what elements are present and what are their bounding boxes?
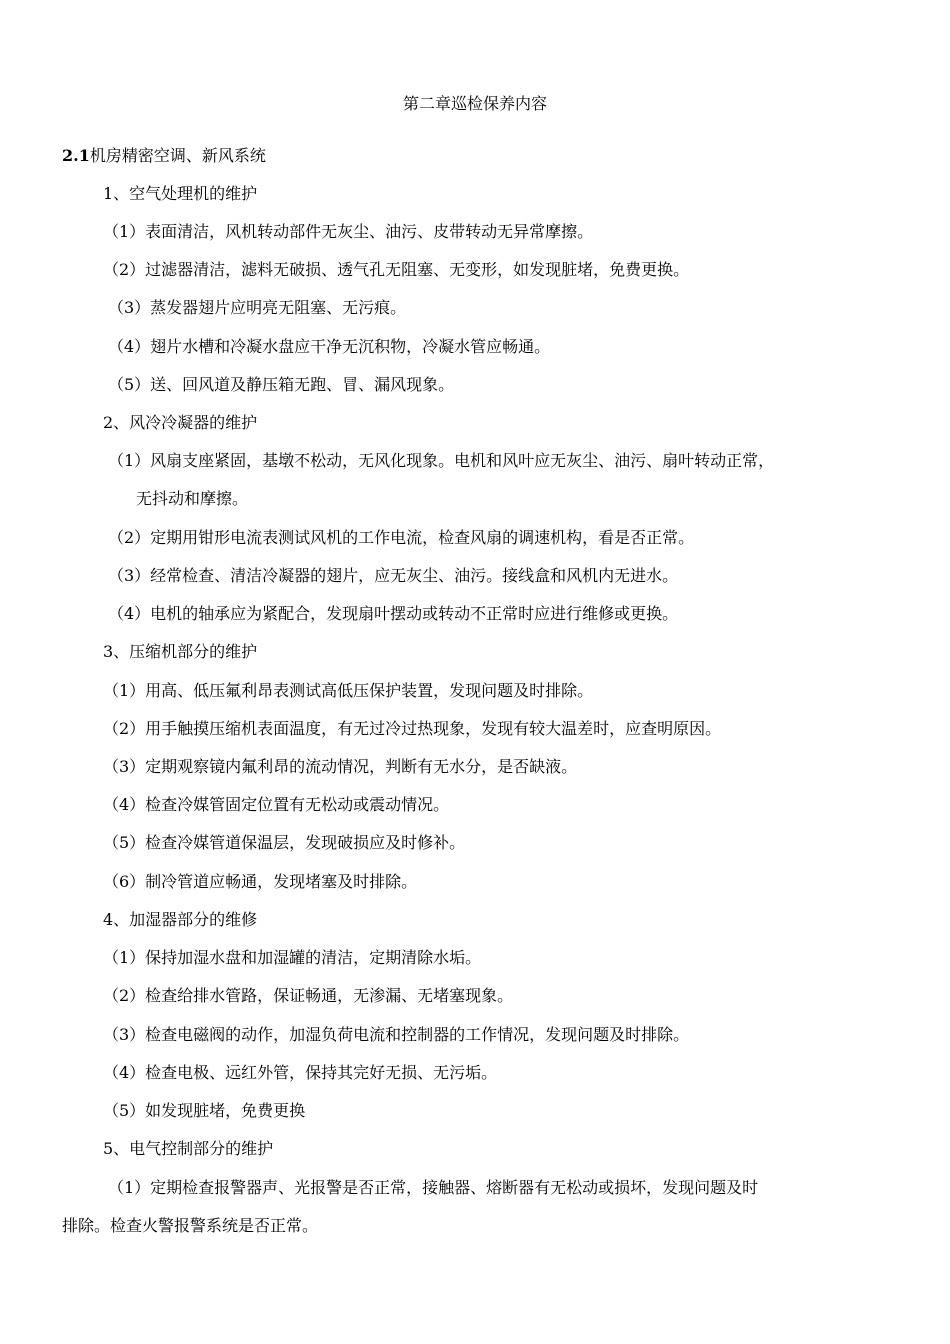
subsection-heading: 1、空气处理机的维护 [103, 184, 258, 203]
subsection-heading: 3、压缩机部分的维护 [103, 642, 258, 661]
list-item: （4）电机的轴承应为紧配合，发现扇叶摆动或转动不正常时应进行维修或更换。 [108, 604, 679, 623]
list-item: （4）检查电极、远红外管，保持其完好无损、无污垢。 [103, 1063, 498, 1082]
list-item: （2）过滤器清洁，滤料无破损、透气孔无阻塞、无变形，如发现脏堵，免费更换。 [103, 260, 690, 279]
list-item: （3）检查电磁阀的动作，加湿负荷电流和控制器的工作情况，发现问题及时排除。 [103, 1025, 690, 1044]
list-item: （3）经常检查、清洁冷凝器的翅片，应无灰尘、油污。接线盒和风机内无进水。 [108, 566, 679, 585]
section-heading [62, 145, 266, 167]
list-item: （5）如发现脏堵，免费更换 [103, 1101, 306, 1120]
list-item: （1）定期检查报警器声、光报警是否正常，接触器、熔断器有无松动或损坏，发现问题及时 [108, 1178, 759, 1197]
list-item: （6）制冷管道应畅通，发现堵塞及时排除。 [103, 872, 418, 891]
list-item: （3）蒸发器翅片应明亮无阻塞、无污痕。 [108, 298, 407, 317]
list-item: （4）检查冷媒管固定位置有无松动或震动情况。 [103, 795, 450, 814]
list-item: （1）保持加湿水盘和加湿罐的清洁，定期清除水垢。 [103, 948, 482, 967]
subsection-heading: 5、电气控制部分的维护 [103, 1139, 274, 1158]
section-title: 机房精密空调、新风系统 [89, 146, 266, 165]
list-item: （5）检查冷媒管道保温层，发现破损应及时修补。 [103, 833, 466, 852]
list-item: （4）翅片水槽和冷凝水盘应干净无沉积物，冷凝水管应畅通。 [108, 337, 551, 356]
list-item: （3）定期观察镜内氟利昂的流动情况，判断有无水分，是否缺液。 [103, 757, 578, 776]
list-item: （5）送、回风道及静压箱无跑、冒、漏风现象。 [108, 375, 455, 394]
subsection-heading: 4、加湿器部分的维修 [103, 910, 258, 929]
chapter-title: 第二章巡检保养内容 [402, 94, 547, 113]
list-item-continuation: 无抖动和摩擦。 [136, 489, 249, 508]
subsection-heading: 2、风冷冷凝器的维护 [103, 413, 258, 432]
list-item: （1）用高、低压氟利昂表测试高低压保护装置，发现问题及时排除。 [103, 681, 594, 700]
list-item: （2）用手触摸压缩机表面温度，有无过冷过热现象，发现有较大温差时，应查明原因。 [103, 719, 722, 738]
section-number: 2.1 [62, 146, 90, 165]
list-item: （1）表面清洁，风机转动部件无灰尘、油污、皮带转动无异常摩擦。 [103, 222, 594, 241]
list-item: （2）定期用钳形电流表测试风机的工作电流，检查风扇的调速机构，看是否正常。 [108, 528, 695, 547]
list-item: （1）风扇支座紧固，基墩不松动，无风化现象。电机和风叶应无灰尘、油污、扇叶转动正常， [108, 451, 775, 470]
list-item-continuation: 排除。检查火警报警系统是否正常。 [62, 1216, 319, 1235]
list-item: （2）检查给排水管路，保证畅通，无渗漏、无堵塞现象。 [103, 986, 514, 1005]
